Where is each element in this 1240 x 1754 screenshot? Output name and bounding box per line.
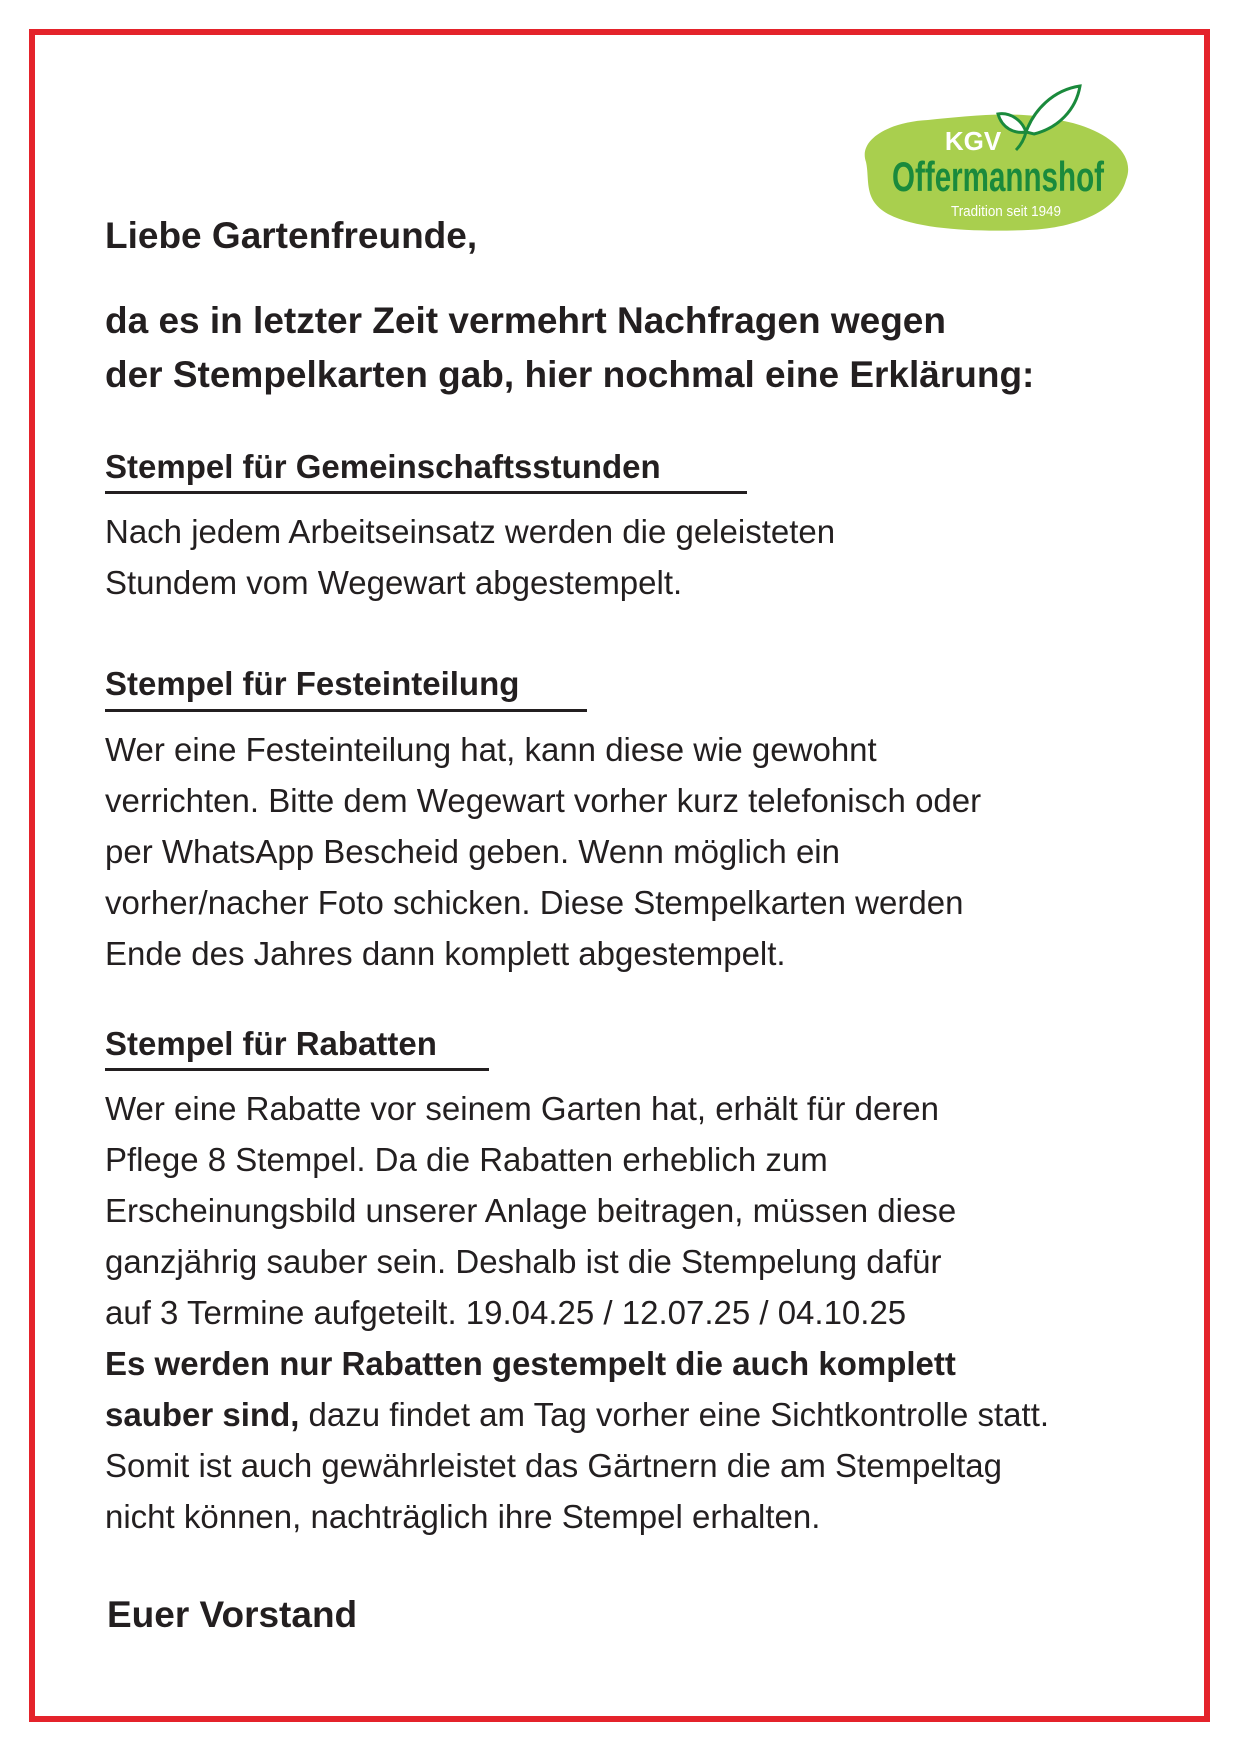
body-line: Wer eine Rabatte vor seinem Garten hat, erhält für deren [105,1090,939,1127]
kgv-logo [848,80,1138,240]
logo-abbr: KGV [944,126,1002,156]
heading-underline [105,1068,489,1071]
signature: Euer Vorstand [107,1594,358,1635]
mixed-line [105,1389,1185,1440]
section-heading-gemeinschaftsstunden: Stempel für Gemeinschaftsstunden [105,448,661,485]
body-line: Ende des Jahres dann komplett abgestempelt. [105,935,786,972]
logo-name: Offermannshof [892,153,1105,200]
intro-line: der Stempelkarten gab, hier nochmal eine Erklärung: [105,354,1035,395]
body-line: Somit ist auch gewährleistet das Gärtnern die am Stempeltag [105,1447,1002,1484]
body-line: Wer eine Festeinteilung hat, kann diese wie gewohnt [105,731,877,768]
body-line: auf 3 Termine aufgeteilt. 19.04.25 / 12.07.25 / 04.10.25 [105,1294,907,1331]
body-line: Erscheinungsbild unserer Anlage beitragen, müssen diese [105,1192,957,1229]
bold-notice-line [105,1338,1185,1389]
logo-tagline: Tradition seit 1949 [951,203,1061,220]
section-body-rabatten [105,1083,1185,1542]
body-line: vorher/nacher Foto schicken. Diese Stempelkarten werden [105,884,964,921]
body-line: verrichten. Bitte dem Wegewart vorher kurz telefonisch oder [105,782,982,819]
section-body-gemeinschaftsstunden [105,506,1185,608]
section-heading-rabatten: Stempel für Rabatten [105,1025,437,1062]
body-line: Stundem vom Wegewart abgestempelt. [105,564,683,601]
body-line: nicht können, nachträglich ihre Stempel erhalten. [105,1498,821,1535]
intro-line: da es in letzter Zeit vermehrt Nachfragen wegen [105,300,946,341]
body-text-span: dazu findet am Tag vorher eine Sichtkontrolle statt. [299,1396,1050,1433]
body-line: Nach jedem Arbeitseinsatz werden die geleisteten [105,513,836,550]
section-heading-festeinteilung: Stempel für Festeinteilung [105,665,520,702]
heading-underline [105,709,587,712]
body-line: per WhatsApp Bescheid geben. Wenn möglich ein [105,833,840,870]
heading-underline [105,491,747,494]
section-body-festeinteilung [105,724,1185,979]
body-line: Pflege 8 Stempel. Da die Rabatten erheblich zum [105,1141,828,1178]
body-line: ganzjährig sauber sein. Deshalb ist die Stempelung dafür [105,1243,942,1280]
bold-notice-text: Es werden nur Rabatten gestempelt die auch komplett [105,1345,956,1382]
intro-paragraph [105,294,1185,402]
greeting: Liebe Gartenfreunde, [105,215,478,256]
bold-notice-text: sauber sind, [105,1396,300,1433]
